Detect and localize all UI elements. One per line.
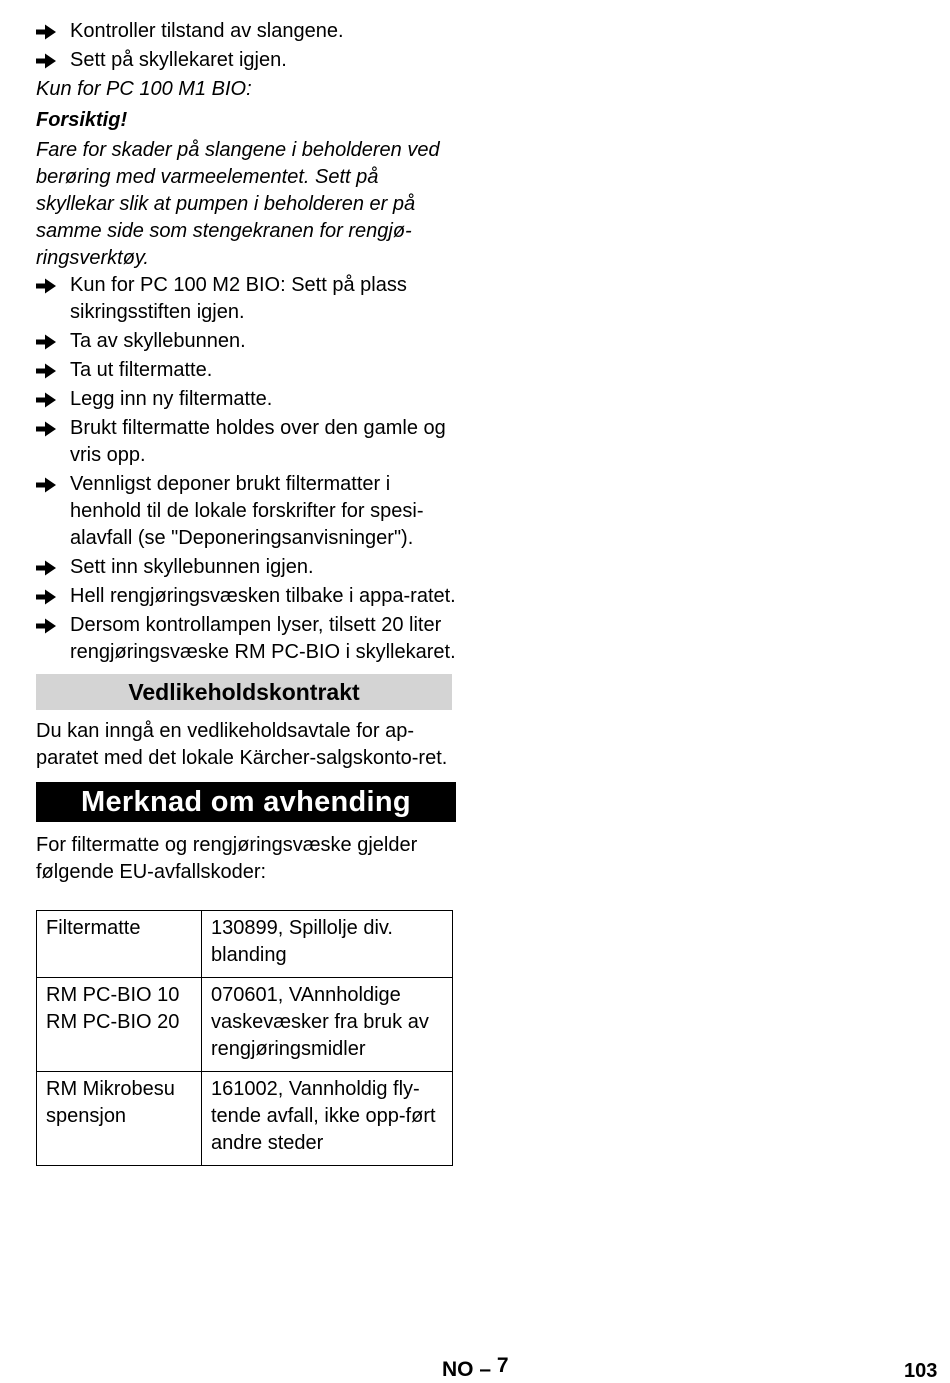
waste-codes-table bbox=[36, 910, 453, 1166]
step-text: Vennligst deponer brukt filtermatter i henhold til de lokale forskrifter for spesi-alavfall (se "Deponeringsanvisninger"). bbox=[70, 473, 424, 549]
page-number: 103 bbox=[904, 1360, 938, 1382]
arrow-right-icon bbox=[36, 558, 58, 578]
model-note: Kun for PC 100 M1 BIO: bbox=[36, 78, 252, 100]
code-cell: 161002, Vannholdig fly-tende avfall, ikke opp-ført andre steder bbox=[202, 1072, 453, 1166]
step-text: Ta av skyllebunnen. bbox=[70, 330, 246, 352]
table-row bbox=[37, 1072, 453, 1166]
caution-text: Fare for skader på slangene i beholderen ved berøring med varmeelementet. Sett på skyllekar slik at pumpen i beholderen er på samme side som stengekranen for rengjø-ringsverktøy. bbox=[36, 139, 440, 269]
arrow-right-icon bbox=[36, 419, 58, 439]
table-row bbox=[37, 911, 453, 978]
section-footer bbox=[442, 1354, 509, 1382]
step-text: Brukt filtermatte holdes over den gamle og vris opp. bbox=[70, 417, 446, 466]
arrow-right-icon bbox=[36, 475, 58, 495]
step-item bbox=[36, 386, 456, 413]
maintenance-heading: Vedlikeholdskontrakt bbox=[36, 674, 452, 710]
code-cell: 070601, VAnnholdige vaskevæsker fra bruk av rengjøringsmidler bbox=[202, 978, 453, 1072]
step-text: Legg inn ny filtermatte. bbox=[70, 388, 273, 410]
step-text: Sett på skyllekaret igjen. bbox=[70, 49, 287, 71]
step-item bbox=[36, 612, 456, 666]
arrow-right-icon bbox=[36, 332, 58, 352]
step-item bbox=[36, 357, 456, 384]
step-item bbox=[36, 47, 456, 74]
arrow-right-icon bbox=[36, 51, 58, 71]
step-item bbox=[36, 18, 456, 45]
product-cell: Filtermatte bbox=[37, 911, 202, 978]
step-item bbox=[36, 471, 456, 552]
step-text: Hell rengjøringsvæsken tilbake i appa-ratet. bbox=[70, 585, 456, 607]
arrow-right-icon bbox=[36, 390, 58, 410]
step-text: Ta ut filtermatte. bbox=[70, 359, 213, 381]
arrow-right-icon bbox=[36, 22, 58, 42]
product-cell: RM PC-BIO 10 RM PC-BIO 20 bbox=[37, 978, 202, 1072]
step-text: Dersom kontrollampen lyser, tilsett 20 liter rengjøringsvæske RM PC-BIO i skyllekaret. bbox=[70, 614, 456, 663]
arrow-right-icon bbox=[36, 276, 58, 296]
step-text: Kun for PC 100 M2 BIO: Sett på plass sikringsstiften igjen. bbox=[70, 274, 407, 323]
section-page: 7 bbox=[496, 1354, 509, 1377]
step-text: Sett inn skyllebunnen igjen. bbox=[70, 556, 314, 578]
disposal-heading: Merknad om avhending bbox=[36, 782, 456, 822]
disposal-text: For filtermatte og rengjøringsvæske gjelder følgende EU-avfallskoder: bbox=[36, 834, 418, 883]
product-cell: RM Mikrobesu spensjon bbox=[37, 1072, 202, 1166]
step-item bbox=[36, 415, 456, 469]
step-item bbox=[36, 583, 456, 610]
arrow-right-icon bbox=[36, 616, 58, 636]
table-row bbox=[37, 978, 453, 1072]
step-item bbox=[36, 272, 456, 326]
code-cell: 130899, Spillolje div. blanding bbox=[202, 911, 453, 978]
main-column bbox=[36, 18, 456, 1166]
maintenance-text: Du kan inngå en vedlikeholdsavtale for ap-paratet med det lokale Kärcher-salgskonto-ret. bbox=[36, 720, 448, 769]
step-item bbox=[36, 554, 456, 581]
arrow-right-icon bbox=[36, 587, 58, 607]
section-label: NO – bbox=[442, 1358, 492, 1381]
caution-title: Forsiktig! bbox=[36, 109, 128, 131]
arrow-right-icon bbox=[36, 361, 58, 381]
step-item bbox=[36, 328, 456, 355]
step-text: Kontroller tilstand av slangene. bbox=[70, 20, 344, 42]
